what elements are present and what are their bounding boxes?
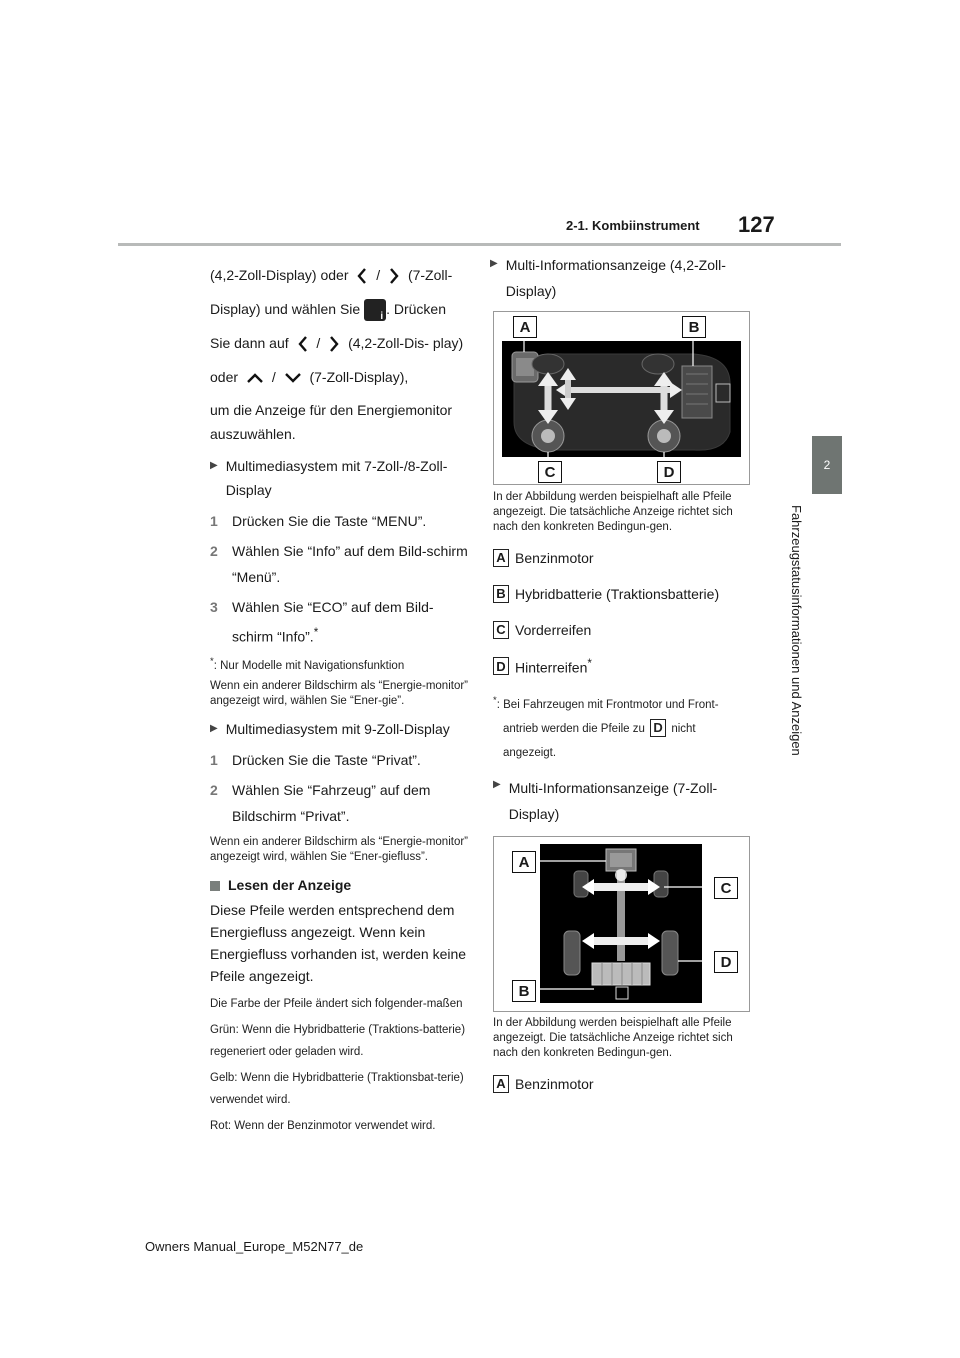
color-green: Grün: Wenn die Hybridbatterie (Traktions-batterie) regeneriert oder geladen wird. [210,1023,466,1058]
footer-text: Owners Manual_Europe_M52N77_de [145,1239,364,1254]
heading-square-icon [210,881,220,891]
legend-item: D Hinterreifen* [493,657,748,676]
figure-tag: A [513,316,537,338]
bullet-mid-7: ▶ Multi-Informationsanzeige (7-Zoll-Display) [493,775,748,827]
step-item: 1 Drücken Sie die Taste “MENU”. [210,513,427,529]
figure-energy-monitor-4-2 [493,311,750,485]
step-item: 2 Wählen Sie “Fahrzeug” auf dem Bildschirm “Privat”. [210,782,431,825]
note: Wenn ein anderer Bildschirm als “Energie-monitor” angezeigt wird, wählen Sie “Ener-giefluss”. [210,836,469,864]
chevron-right-icon [388,267,400,285]
legend-item: C Vorderreifen [493,621,748,639]
bullet-triangle-icon: ▶ [210,460,218,471]
figure-tag: A [512,851,536,873]
legend-item: A Benzinmotor [493,1075,748,1093]
chevron-right-icon [328,335,340,353]
footnote: *: Nur Modelle mit Navigationsfunktion [210,655,405,672]
bullet-triangle-icon: ▶ [493,779,501,791]
chevron-up-icon [246,372,264,384]
color-intro: Die Farbe der Pfeile ändert sich folgender-maßen [210,997,463,1010]
bullet-triangle-icon: ▶ [210,723,218,735]
intro-paragraph: (4,2-Zoll-Display) oder / (7-Zoll- Display) und wählen Sie i . Drücken Sie dann auf / (4,2-Zoll-Dis- play) oder / (7-Zoll-Display), [210,258,470,394]
right-column-mid [493,490,748,833]
figure-tag: D [714,951,738,973]
color-red: Rot: Wenn der Benzinmotor verwendet wird. [210,1119,436,1132]
header-divider [118,243,841,246]
bullet-triangle-icon: ▶ [490,258,498,269]
section-title: 2-1. Kombiinstrument [566,218,700,233]
reading-heading: Lesen der Anzeige [210,875,470,897]
chevron-left-icon [297,335,309,353]
right-column-bottom [493,1016,748,1105]
figure-tag: C [538,461,562,483]
reading-body: Diese Pfeile werden entsprechend dem Energiefluss angezeigt. Wenn kein Energiefluss vorhanden ist, werden keine Pfeile angezeigt. [210,901,467,984]
chevron-left-icon [356,267,368,285]
bullet-multimedia-9: ▶ Multimediasystem mit 9-Zoll-Display [210,717,470,741]
figure-tag: B [682,316,706,338]
figure-tag: C [714,877,738,899]
figure-energy-monitor-7 [493,836,750,1012]
figure-tag: B [512,980,536,1002]
step-item: 1 Drücken Sie die Taste “Privat”. [210,752,421,769]
note: Wenn ein anderer Bildschirm als “Energie-monitor” angezeigt wird, wählen Sie “Ener-gie”. [210,680,469,708]
footnote: *: Bei Fahrzeugen mit Frontmotor und Front- antrieb werden die Pfeile zu D nicht angezeigt. [493,695,719,760]
legend-item: B Hybridbatterie (Traktionsbatterie) [493,585,748,603]
bullet-multimedia-7-8: ▶ Multimediasystem mit 7-Zoll-/8-Zoll-Display [210,454,470,502]
figure-caption: In der Abbildung werden beispielhaft alle Pfeile angezeigt. Die tatsächliche Anzeige richtet sich nach den konkreten Bedingun-gen. [493,491,733,533]
figure-tag: D [657,461,681,483]
page-number: 127 [738,212,775,237]
bullet-mid-4-2: ▶ Multi-Informationsanzeige (4,2-Zoll-Display) [490,252,755,304]
intro-paragraph-end: um die Anzeige für den Energiemonitor auszuwählen. [210,402,453,442]
figure-caption: In der Abbildung werden beispielhaft alle Pfeile angezeigt. Die tatsächliche Anzeige richtet sich nach den konkreten Bedingun-gen. [493,1017,733,1059]
chevron-down-icon [284,372,302,384]
step-item: 3 Wählen Sie “ECO” auf dem Bild-schirm “Info”.* [210,599,434,645]
chapter-title-vertical: Fahrzeugstatusinformationen und Anzeigen [789,505,804,756]
right-column [490,252,755,310]
step-item: 2 Wählen Sie “Info” auf dem Bild-schirm “Menü”. [210,543,468,585]
left-column [210,258,470,1141]
color-yellow: Gelb: Wenn die Hybridbatterie (Traktionsbat-terie) verwendet wird. [210,1071,464,1106]
legend-item: A Benzinmotor [493,549,748,567]
vehicle-info-icon [364,299,386,321]
chapter-tab: 2 [812,436,842,494]
